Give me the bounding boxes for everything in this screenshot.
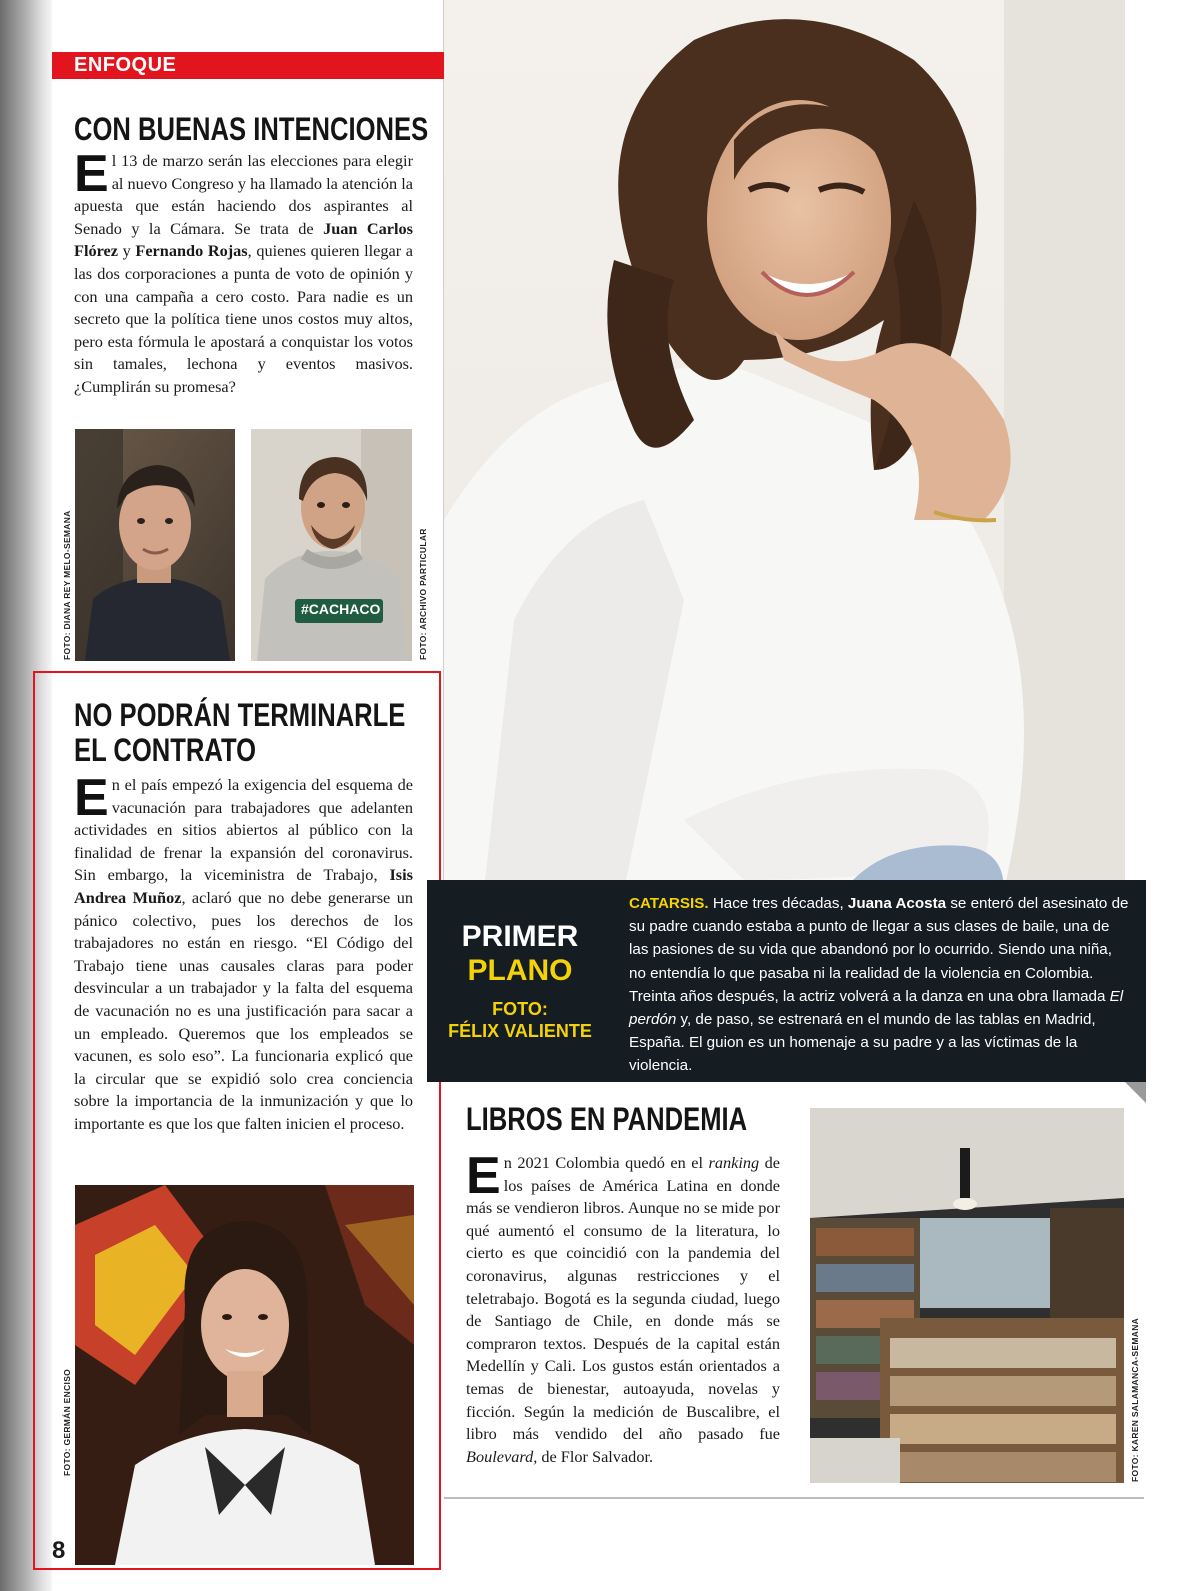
text-run: Isis Andrea Muñoz xyxy=(74,865,413,907)
drop-cap: E xyxy=(466,1147,501,1205)
catarsis-caption xyxy=(617,880,1146,1082)
article2-headline xyxy=(74,698,405,767)
text-run: , de Flor Salvador. xyxy=(533,1446,654,1466)
portrait-woman-illustration xyxy=(75,1185,414,1565)
text-run: n el país empezó la exigencia del esquema de vacunación para trabajadores que adelanten actividades en sitios abiertos al público con la finalidad de frenar la expansión del coronavirus. Sin embargo, la viceministra de Trabajo, xyxy=(74,775,413,885)
photo-credit-bookstore: FOTO: KAREN SALAMANCA-SEMANA xyxy=(1130,1317,1140,1482)
page-number: 8 xyxy=(52,1537,66,1564)
catarsis-text xyxy=(629,892,1129,1078)
article1-text xyxy=(74,145,414,396)
bottom-rule xyxy=(444,1497,1144,1499)
primer-plano-photo-label: FOTO: xyxy=(492,999,548,1019)
primer-plano-line2: PLANO xyxy=(467,954,573,987)
article2-body xyxy=(74,769,413,1136)
primer-plano-photographer: FÉLIX VALIENTE xyxy=(448,1021,592,1041)
text-run: El perdón xyxy=(629,987,1124,1029)
article2-headline-line2: EL CONTRATO xyxy=(74,731,257,768)
text-run: , aclaró que no debe generarse un pánico colectivo, pues los derechos de los trabajadores no están en riesgo. “El Código del Trabajo tiene unas causales claras para poder desvincular a un trabajador y la falta del esquema de vacunación no es una justificación para sacar a un empleado. Queremos que los empleados se vacunen, es solo eso”. La funcionaria explicó que la circular que se expidió solo crea conciencia sobre la importancia de la inmunización y que lo importante es que los que falten inicien el proceso. xyxy=(74,887,413,1133)
photo-juan-carlos-florez xyxy=(75,429,235,661)
photo-credit-right: FOTO: ARCHIVO PARTICULAR xyxy=(418,528,428,660)
text-run: , quienes quieren llegar a las dos corporaciones a punta de voto de opinión y con una campaña a cero costo. Para nadie es un secreto que la política tiene unos costos muy altos, pero esta fórmula le apostará a conquistar los votos sin tamales, lechona y eventos masivos. ¿Cumplirán su promesa? xyxy=(74,241,414,396)
photo-credit-woman: FOTO: GERMÁN ENCISO xyxy=(62,1368,72,1476)
text-run: se enteró del asesinato de su padre cuando estaba a punto de llegar a sus clases de baile, una de las pasiones de su vida que abandonó por lo ocurrido. Siendo una niña, no entendía lo que pasaba ni la realidad de la violencia en Colombia. Treinta años después, la actriz volverá a la danza en una obra llamada xyxy=(629,895,1129,1005)
primer-plano-block xyxy=(427,880,613,1082)
photo-credit-left: FOTO: DIANA REY MELO-SEMANA xyxy=(62,510,72,660)
text-run: de los países de América Latina en donde más se vendieron libros. Aunque no se mide por qué aumentó el consumo de la literatura, lo cierto es que coincidió con la pandemia del coronavirus, algunas restricciones y el teletrabajo. Bogotá es la segunda ciudad, luego de Santiago de Chile, en donde más se compraron textos. Después de la capital están Medellín y Cali. Los gustos están orientados a temas de bienestar, autoayuda, novelas y ficción. Según la medición de Buscalibre, el libro más vendido del año pasado fue xyxy=(466,1153,781,1444)
article2-headline-line1: NO PODRÁN TERMINARLE xyxy=(74,697,406,733)
article3-headline: LIBROS EN PANDEMIA xyxy=(466,1101,748,1137)
article1-headline: CON BUENAS INTENCIONES xyxy=(74,111,429,147)
photo-bookstore xyxy=(810,1108,1124,1483)
primer-plano-credit xyxy=(427,998,613,1042)
magazine-spine-shadow xyxy=(0,0,52,1591)
photo-isis-andrea-munoz xyxy=(75,1185,414,1565)
drop-cap: E xyxy=(74,145,109,203)
text-run: Hace tres décadas, xyxy=(708,895,848,912)
text-run: n 2021 Colombia quedó en el xyxy=(503,1153,709,1172)
section-tag: ENFOQUE xyxy=(52,52,444,79)
portrait-man-1-illustration xyxy=(75,429,235,661)
caption-corner-fold xyxy=(1125,1082,1146,1103)
hero-photo-juana-acosta xyxy=(444,0,1125,890)
drop-cap: E xyxy=(74,769,109,827)
text-run: Fernando Rojas xyxy=(135,241,248,261)
text-run: ranking xyxy=(708,1153,760,1172)
text-run: Boulevard xyxy=(466,1446,534,1466)
article3-text xyxy=(466,1147,781,1466)
photo-fernando-rojas xyxy=(251,429,412,661)
text-run: Juan Carlos Flórez xyxy=(74,218,414,261)
caption-keyword: CATARSIS. xyxy=(629,895,709,912)
primer-plano-line1: PRIMER xyxy=(461,920,579,953)
bookstore-interior-illustration xyxy=(810,1108,1124,1483)
article1-body xyxy=(74,145,414,399)
article2-text xyxy=(74,769,413,1133)
sweatshirt-text: #CACHACO xyxy=(301,601,381,617)
text-run: y, de paso, se estrenará en el mundo de las tablas en Madrid, España. El guion es un homenaje a su padre y a las víctimas de la violencia. xyxy=(629,1011,1096,1075)
text-run: l 13 de marzo serán las elecciones para elegir al nuevo Congreso y ha llamado la atención la apuesta que están haciendo dos aspirantes al Senado y la Cámara. Se trata de xyxy=(74,151,413,238)
text-run: Juana Acosta xyxy=(847,895,947,912)
text-run: y xyxy=(118,241,136,261)
portrait-juana-acosta-illustration xyxy=(444,0,1125,890)
article3-body xyxy=(466,1147,781,1468)
portrait-man-2-illustration xyxy=(251,429,412,661)
